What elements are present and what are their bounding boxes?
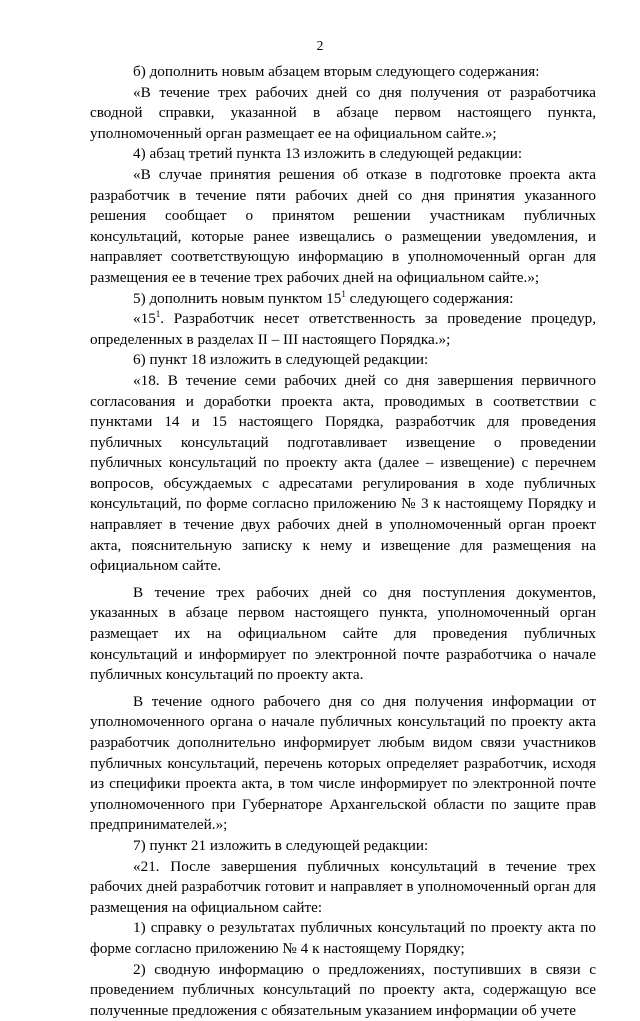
- paragraph: «В течение трех рабочих дней со дня получения от разработчика сводной справки, указанной в абзаце первом настоящего пункта, уполномоченный орган размещает ее на официальном сайте.»;: [90, 83, 596, 142]
- superscript: 1: [341, 288, 346, 299]
- superscript: 1: [155, 309, 161, 320]
- paragraph: [90, 289, 596, 310]
- paragraph: «18. В течение семи рабочих дней со дня завершения первичного согласования и доработки проекта акта, проводимых в соответствии с пунктами 14 и 15 настоящего Порядка, разработчик для проведения публичных консультаций подготавливает извещение о проведении публичных консультаций по проекту акта (далее – извещение) с перечнем вопросов, обсуждаемых с адресатами регулирования в ходе публичных консультаций, по форме согласно приложению № 3 к настоящему Порядку и направляет в течение двух рабочих дней в уполномоченный орган проект акта, пояснительную записку к нему и извещение для размещения на официальном сайте.: [90, 371, 596, 575]
- document-body: [90, 62, 596, 1021]
- paragraph: [90, 309, 596, 350]
- text-run: . Разработчик несет ответственность за проведение процедур, определенных в разделах II – III настоящего Порядка.»;: [90, 310, 596, 348]
- paragraph: В течение трех рабочих дней со дня поступления документов, указанных в абзаце первом настоящего пункта, уполномоченный орган размещает их на официальном сайте для проведения публичных консультаций и информирует по электронной почте разработчика о начале публичных консультаций по проекту акта.: [90, 583, 596, 684]
- paragraph: 4) абзац третий пункта 13 изложить в следующей редакции:: [133, 145, 523, 163]
- paragraph: В течение одного рабочего дня со дня получения информации от уполномоченного органа о начале публичных консультаций по проекту акта разработчик дополнительно информирует любым видом связи участников публичных консультаций, перечень которых определяет разработчик, исходя из специфики проекта акта, в том числе информирует по электронной почте уполномоченного при Губернаторе Архангельской области по защите прав предпринимателей.»;: [90, 692, 596, 834]
- paragraph: 7) пункт 21 изложить в следующей редакции:: [133, 836, 429, 854]
- paragraph: «В случае принятия решения об отказе в подготовке проекта акта разработчик в течение пяти рабочих дней со дня принятия указанного решения сообщает о принятом решении участникам публичных консультаций, которые ранее извещались о размещении уведомления, и направляет соответствующую информацию в уполномоченный орган для размещения ее в течение трех рабочих дней на официальном сайте.»;: [90, 165, 596, 286]
- text-run: «15: [133, 310, 156, 328]
- paragraph: 1) справку о результатах публичных консультаций по проекту акта по форме согласно приложению № 4 к настоящему Порядку;: [90, 919, 596, 957]
- text-run: 5) дополнить новым пунктом 15: [133, 289, 342, 307]
- page-number: 2: [316, 38, 324, 53]
- paragraph: 6) пункт 18 изложить в следующей редакции:: [133, 351, 429, 369]
- paragraph: «21. После завершения публичных консультаций в течение трех рабочих дней разработчик готовит и направляет в уполномоченный орган для размещения на официальном сайте:: [90, 857, 596, 916]
- paragraph: б) дополнить новым абзацем вторым следующего содержания:: [133, 63, 540, 80]
- text-run: следующего содержания:: [345, 289, 514, 307]
- paragraph: 2) сводную информацию о предложениях, поступивших в связи с проведением публичных консультаций по проекту акта, содержащую все полученные предложения с обязательным указанием информации об учете: [90, 960, 596, 1019]
